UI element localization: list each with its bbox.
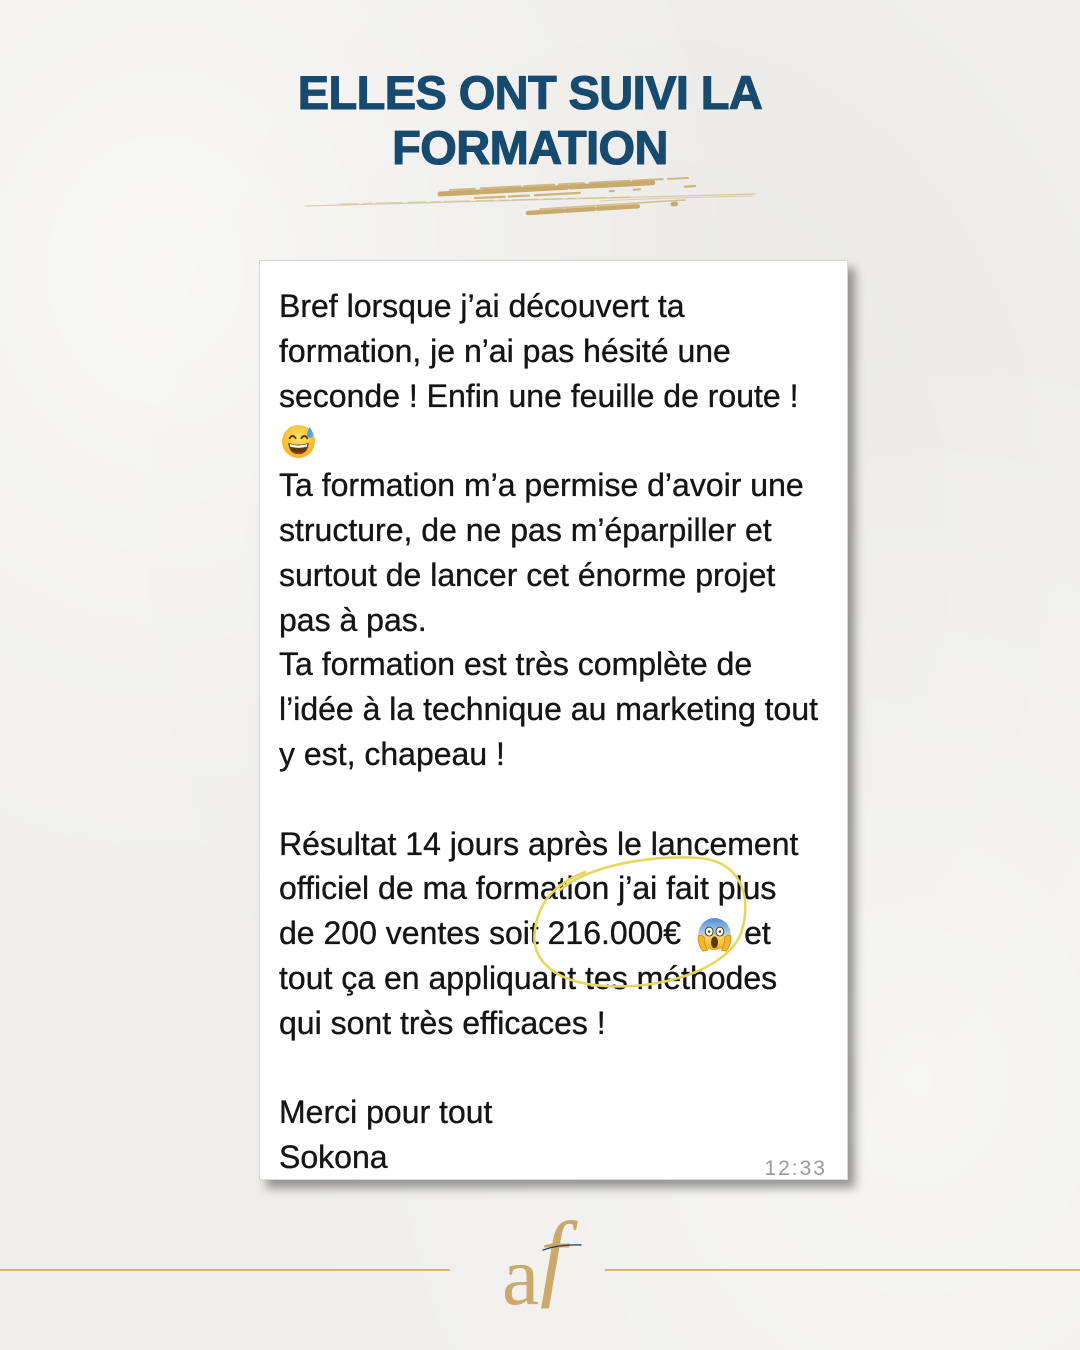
message-line: y est, chapeau ! [279, 735, 505, 772]
sales-line [279, 911, 818, 956]
signature-line: Sokona [279, 1139, 388, 1176]
face-screaming-in-fear-icon [697, 917, 732, 952]
gold-divider-right [605, 1269, 1080, 1271]
message-line: seconde ! Enfin une feuille de route ! [279, 377, 799, 414]
message-line: formation, je n’ai pas hésité une [279, 332, 731, 369]
message-line: surtout de lancer cet énorme projet [279, 556, 776, 593]
sales-suffix: et [744, 915, 771, 952]
message-line: Ta formation est très complète de [279, 646, 753, 683]
grinning-face-with-sweat-icon [281, 424, 316, 459]
af-monogram-logo [480, 1200, 600, 1323]
page-title [0, 65, 1060, 175]
sales-amount: 216.000€ [547, 915, 682, 952]
logo-letter-f: f [540, 1202, 567, 1309]
message-line: structure, de ne pas m’éparpiller et [279, 511, 772, 548]
title-line-2: FORMATION [392, 121, 668, 174]
title-line-1: ELLES ONT SUIVI LA [297, 66, 763, 119]
message-line: qui sont très efficaces ! [279, 1004, 606, 1041]
message-screenshot-card [259, 260, 848, 1180]
message-line: l’idée à la technique au marketing tout [279, 691, 819, 728]
logo-swash [542, 1242, 582, 1252]
message-line: pas à pas. [279, 601, 427, 638]
message-line: Bref lorsque j’ai découvert ta [279, 288, 685, 324]
sales-prefix: de 200 ventes soit [279, 915, 539, 952]
logo-letter-a: a [502, 1230, 540, 1323]
message-line: tout ça en appliquant tes méthodes [279, 959, 778, 996]
message-timestamp: 12:33 [764, 1157, 827, 1180]
blank-line [279, 1046, 818, 1091]
blank-line [279, 777, 818, 822]
gold-brush-underline [300, 170, 760, 225]
message-body [279, 284, 818, 1180]
message-line: officiel de ma formation j’ai fait plus [279, 870, 777, 907]
gold-divider-left [0, 1269, 450, 1271]
closing-line: Merci pour tout [279, 1094, 493, 1131]
emoji-line [279, 418, 818, 463]
message-line: Ta formation m’a permise d’avoir une [279, 467, 804, 504]
message-line: Résultat 14 jours après le lancement [279, 825, 799, 862]
